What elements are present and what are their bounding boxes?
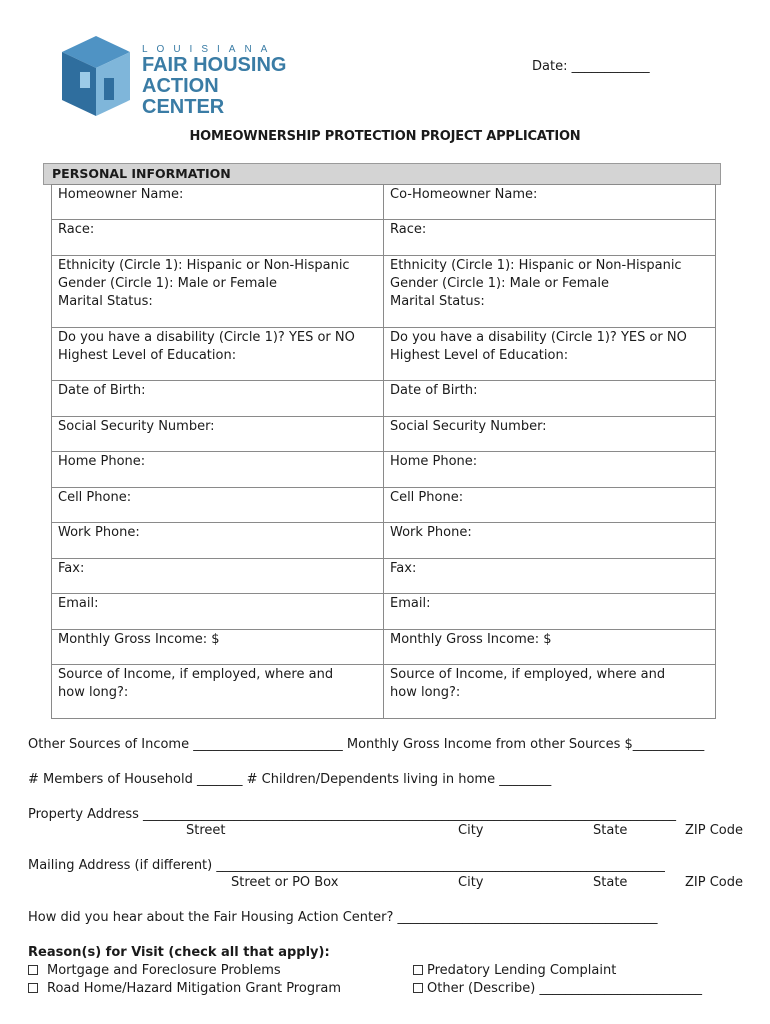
income-source-cell[interactable]: Source of Income, if employed, where and how long?: [52,665,384,719]
table-row [52,256,716,328]
mailing-street-label: Street or PO Box [231,875,339,890]
email-cell[interactable]: Email: [52,594,384,630]
fax-cell[interactable]: Fax: [52,559,384,594]
co-homeowner-name-cell[interactable]: Co-Homeowner Name: [384,185,716,220]
table-row [52,488,716,523]
table-row [52,559,716,594]
property-zip-label: ZIP Code [685,823,743,838]
co-income-source-cell[interactable]: Source of Income, if employed, where and how long?: [384,665,716,719]
personal-info-table [51,184,716,719]
logo-line-action-center: ACTION CENTER [142,75,225,118]
reason-mortgage-option[interactable]: Mortgage and Foreclosure Problems [28,963,281,978]
reason-other-option[interactable]: Other (Describe) _________________________ [413,981,702,996]
mailing-zip-label: ZIP Code [685,875,743,890]
checkbox-icon[interactable] [28,965,38,975]
hear-about-line[interactable]: How did you hear about the Fair Housing Action Center? ________________________________________ [28,910,658,925]
co-ssn-cell[interactable]: Social Security Number: [384,417,716,452]
fhac-logo [60,34,300,118]
co-cell-phone-cell[interactable]: Cell Phone: [384,488,716,523]
disability-education-cell[interactable]: Do you have a disability (Circle 1)? YES or NO Highest Level of Education: [52,328,384,381]
table-row [52,523,716,559]
checkbox-icon[interactable] [413,965,423,975]
table-row [52,594,716,630]
section-header-personal-info: PERSONAL INFORMATION [43,163,721,185]
co-home-phone-cell[interactable]: Home Phone: [384,452,716,488]
property-address-line[interactable]: Property Address __________________________________________________________________________________ [28,807,677,822]
work-phone-cell[interactable]: Work Phone: [52,523,384,559]
mailing-city-label: City [458,875,484,890]
date-of-birth-cell[interactable]: Date of Birth: [52,381,384,417]
home-phone-cell[interactable]: Home Phone: [52,452,384,488]
reason-predatory-lending-option[interactable]: Predatory Lending Complaint [413,963,616,978]
table-row [52,665,716,719]
other-sources-line[interactable]: Other Sources of Income _______________________ Monthly Gross Income from other Sources $___________ [28,737,705,752]
checkbox-icon[interactable] [413,983,423,993]
reasons-title: Reason(s) for Visit (check all that apply): [28,945,330,960]
co-fax-cell[interactable]: Fax: [384,559,716,594]
date-field[interactable]: Date: ____________ [532,59,650,74]
property-city-label: City [458,823,484,838]
monthly-income-cell[interactable]: Monthly Gross Income: $ [52,630,384,665]
co-race-cell[interactable]: Race: [384,220,716,256]
co-date-of-birth-cell[interactable]: Date of Birth: [384,381,716,417]
co-ethnicity-gender-marital-cell[interactable]: Ethnicity (Circle 1): Hispanic or Non-Hispanic Gender (Circle 1): Male or Female Marital Status: [384,256,716,328]
document-title: HOMEOWNERSHIP PROTECTION PROJECT APPLICATION [189,129,581,144]
co-monthly-income-cell[interactable]: Monthly Gross Income: $ [384,630,716,665]
homeowner-name-cell[interactable]: Homeowner Name: [52,185,384,220]
mailing-state-label: State [593,875,628,890]
logo-line-fair-housing: FAIR HOUSING [142,54,287,76]
table-row [52,328,716,381]
race-cell[interactable]: Race: [52,220,384,256]
table-row [52,381,716,417]
household-line[interactable]: # Members of Household _______ # Children/Dependents living in home ________ [28,772,552,787]
table-row [52,452,716,488]
mailing-address-line[interactable]: Mailing Address (if different) _____________________________________________________________________ [28,858,665,873]
checkbox-icon[interactable] [28,983,38,993]
logo-line-louisiana: LOUISIANA [142,44,277,55]
table-row [52,220,716,256]
table-row [52,630,716,665]
property-street-label: Street [186,823,226,838]
ethnicity-gender-marital-cell[interactable]: Ethnicity (Circle 1): Hispanic or Non-Hispanic Gender (Circle 1): Male or Female Marital Status: [52,256,384,328]
co-disability-education-cell[interactable]: Do you have a disability (Circle 1)? YES or NO Highest Level of Education: [384,328,716,381]
table-row [52,185,716,220]
reason-road-home-option[interactable]: Road Home/Hazard Mitigation Grant Program [28,981,341,996]
property-state-label: State [593,823,628,838]
table-row [52,417,716,452]
co-work-phone-cell[interactable]: Work Phone: [384,523,716,559]
co-email-cell[interactable]: Email: [384,594,716,630]
house-cube-icon [60,34,132,118]
ssn-cell[interactable]: Social Security Number: [52,417,384,452]
cell-phone-cell[interactable]: Cell Phone: [52,488,384,523]
